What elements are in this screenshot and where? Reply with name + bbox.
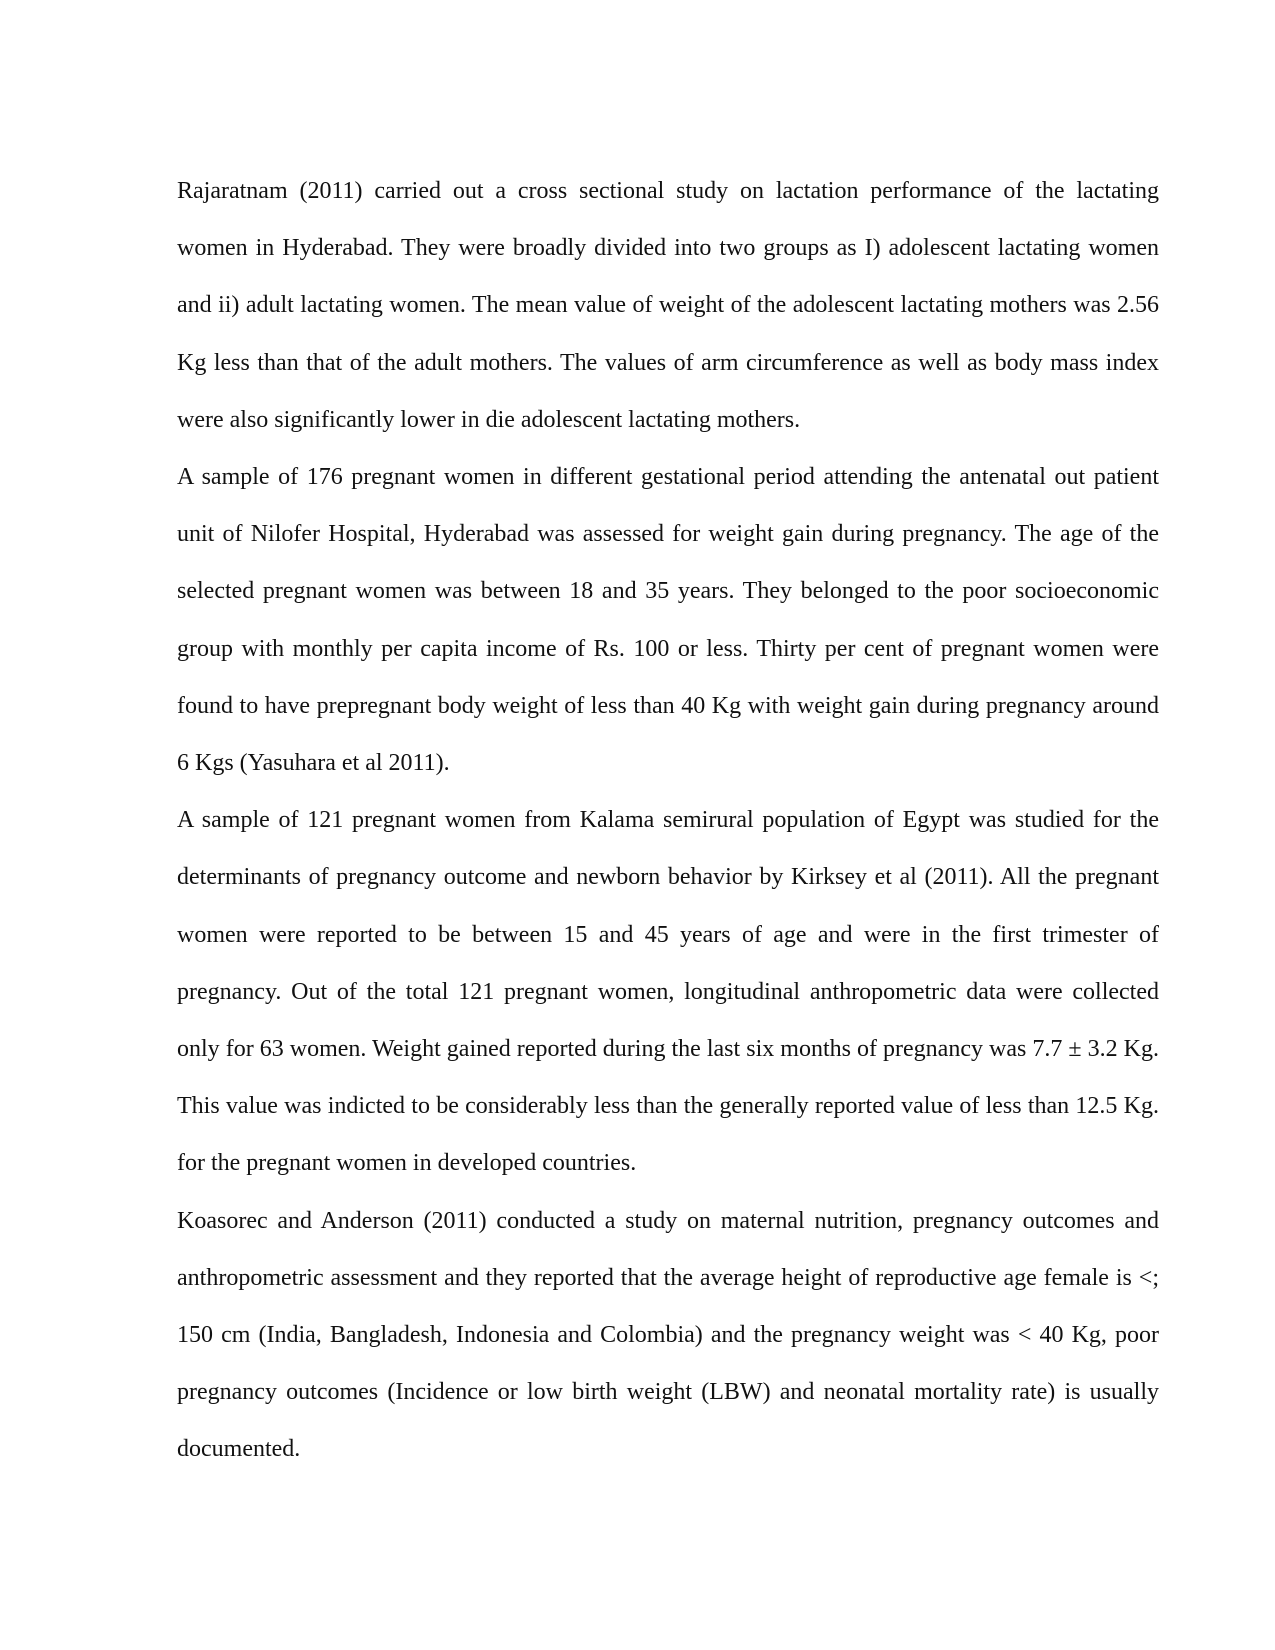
document-page [177,163,1159,1479]
paragraph-rajaratnam-study: Rajaratnam (2011) carried out a cross sectional study on lactation performance of the lactating women in Hyderabad. They were broadly divided into two groups as I) adolescent lactating women and ii) adult lactating women. The mean value of weight of the adolescent lactating mothers was 2.56 Kg less than that of the adult mothers. The values of arm circumference as well as body mass index were also significantly lower in die adolescent lactating mothers. [177,178,1159,433]
paragraph-kalama-egypt-sample: A sample of 121 pregnant women from Kalama semirural population of Egypt was studied for the determinants of pregnancy outcome and newborn behavior by Kirksey et al (2011). All the pregnant women were reported to be between 15 and 45 years of age and were in the first trimester of pregnancy. Out of the total 121 pregnant women, longitudinal anthropometric data were collected only for 63 women. Weight gained reported during the last six months of pregnancy was 7.7 ± 3.2 Kg. This value was indicted to be considerably less than the generally reported value of less than 12.5 Kg. for the pregnant women in developed countries. [177,807,1159,1177]
paragraph-nilofer-hospital-sample: A sample of 176 pregnant women in different gestational period attending the antenatal out patient unit of Nilofer Hospital, Hyderabad was assessed for weight gain during pregnancy. The age of the selected pregnant women was between 18 and 35 years. They belonged to the poor socioeconomic group with monthly per capita income of Rs. 100 or less. Thirty per cent of pregnant women were found to have prepregnant body weight of less than 40 Kg with weight gain during pregnancy around 6 Kgs (Yasuhara et al 2011). [177,464,1159,777]
paragraph-koasorec-anderson-study: Koasorec and Anderson (2011) conducted a study on maternal nutrition, pregnancy outcomes and anthropometric assessment and they reported that the average height of reproductive age female is <; 150 cm (India, Bangladesh, Indonesia and Colombia) and the pregnancy weight was < 40 Kg, poor pregnancy outcomes (Incidence or low birth weight (LBW) and neonatal mortality rate) is usually documented. [177,1207,1159,1463]
